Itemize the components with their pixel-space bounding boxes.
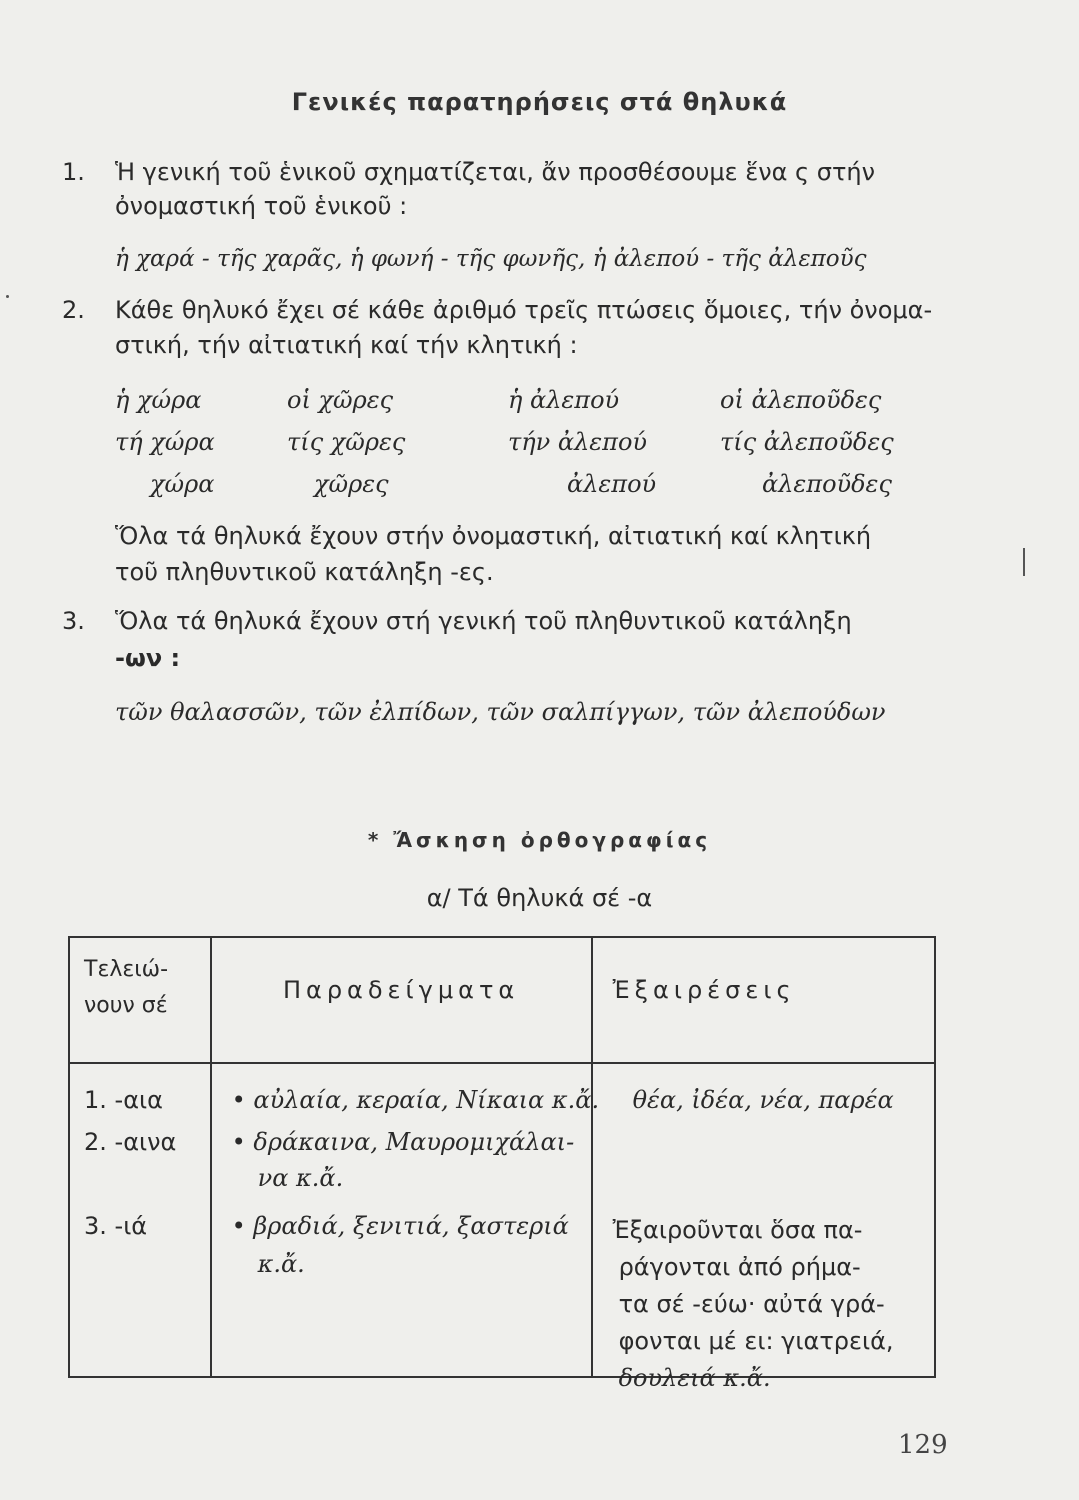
endings-column [69,1063,211,1377]
speck-mark [6,295,9,298]
rule2-note-line2: τοῦ πληθυντικοῦ κατάληξη -ες. [115,558,494,586]
row3-exceptions-line5: δουλειά κ.ἄ. [618,1364,771,1392]
decl-r1-c3: ἡ ἀλεπού [508,386,620,414]
spelling-table [68,936,936,1392]
row1-examples: • αὐλαία, κεραία, Νίκαια κ.ἄ. [231,1086,600,1114]
exercise-subheading: α/ Τά θηλυκά σέ -α [426,884,653,912]
rule2-number: 2. [62,296,85,324]
row2-examples-line1: • δράκαινα, Μαυρομιχάλαι- [231,1128,575,1156]
rule2-line2: στική, τήν αἰτιατική καί τήν κλητική : [115,331,578,359]
decl-r2-c2: τίς χῶρες [287,428,406,456]
rule2-note-line1: Ὅλα τά θηλυκά ἔχουν στήν ὀνομαστική, αἰτιατική καί κλητική [115,522,872,550]
row3-exceptions-line1: Ἐξαιροῦνται ὅσα πα- [612,1216,863,1244]
header-exceptions: Ἐξαιρέσεις [592,937,935,1063]
header-endings-line1: Τελειώ- [84,957,169,982]
rule3-number: 3. [62,607,85,635]
row3-examples-line1: • βραδιά, ξενιτιά, ξαστεριά [231,1212,569,1240]
row3-ending: 3. -ιά [84,1212,148,1240]
decl-r3-c2: χῶρες [314,470,389,498]
header-endings [69,937,211,1063]
rule1-example: ἡ χαρά - τῆς χαρᾶς, ἡ φωνή - τῆς φωνῆς, ἡ ἀλεπού - τῆς ἀλεποῦς [115,246,867,272]
decl-r3-c3: ἀλεπού [567,470,657,498]
row3-exceptions-line4: φονται μέ ει: γιατρειά, [618,1327,894,1355]
decl-r3-c1: χώρα [150,470,215,498]
rule1-number: 1. [62,158,85,186]
decl-r3-c4: ἀλεποῦδες [762,470,892,498]
rule2-line1: Κάθε θηλυκό ἔχει σέ κάθε ἀριθμό τρεῖς πτώσεις ὅμοιες, τήν ὀνομα- [115,296,933,324]
exceptions-column [592,1063,935,1392]
rule1-line1: Ἡ γενική τοῦ ἑνικοῦ σχηματίζεται, ἄν προσθέσουμε ἕνα ς στήν [115,158,876,186]
decl-r2-c1: τή χώρα [115,428,215,456]
row1-exceptions: θέα, ἰδέα, νέα, παρέα [632,1086,894,1114]
row3-examples-line2: κ.ἄ. [257,1250,305,1278]
row1-ending: 1. -αια [84,1086,163,1114]
row2-ending: 2. -αινα [84,1128,177,1156]
row3-exceptions-line2: ράγονται ἀπό ρήμα- [618,1253,861,1281]
page-number: 129 [898,1430,948,1460]
rule3-ending: -ων : [115,644,181,672]
decl-r2-c3: τήν ἀλεπού [508,428,647,456]
rule3-example: τῶν θαλασσῶν, τῶν ἐλπίδων, τῶν σαλπίγγων, τῶν ἀλεπούδων [115,698,886,726]
margin-mark [1023,548,1025,576]
page-title: Γενικές παρατηρήσεις στά θηλυκά [291,88,788,116]
rule3-line1: Ὅλα τά θηλυκά ἔχουν στή γενική τοῦ πληθυντικοῦ κατάληξη [115,607,852,635]
decl-r1-c2: οἱ χῶρες [287,386,394,414]
rule1-line2: ὀνομαστική τοῦ ἑνικοῦ : [115,192,408,220]
decl-r2-c4: τίς ἀλεποῦδες [720,428,894,456]
decl-r1-c1: ἡ χώρα [115,386,202,414]
examples-column [211,1063,600,1377]
row3-exceptions-line3: τα σέ -εύω· αὐτά γρά- [618,1290,885,1318]
decl-r1-c4: οἱ ἀλεποῦδες [720,386,882,414]
row2-examples-line2: να κ.ἄ. [257,1164,344,1192]
exercise-heading: * Ἄσκηση ὀρθογραφίας [367,828,712,852]
table-body-row [69,1063,935,1377]
header-examples: Παραδείγματα [211,937,592,1063]
header-endings-line2: νουν σέ [84,993,168,1018]
table-header-row [69,937,935,1063]
